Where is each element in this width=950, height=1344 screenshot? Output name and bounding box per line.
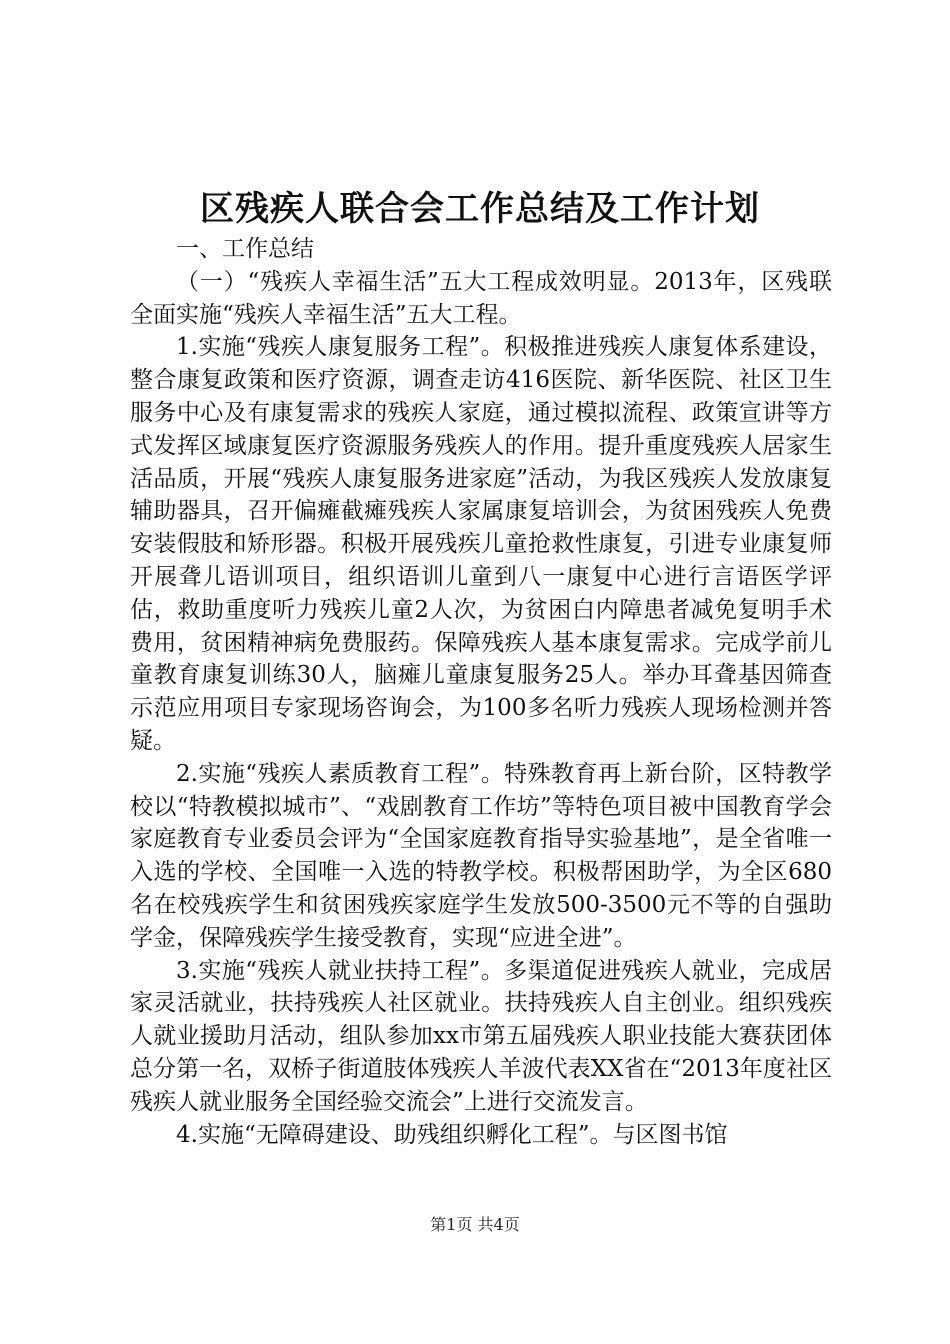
- document-body: [130, 233, 832, 1151]
- paragraph: 1.实施“残疾人康复服务工程”。积极推进残疾人康复体系建设，整合康复政策和医疗资源，调查走访416医院、新华医院、社区卫生服务中心及有康复需求的残疾人家庭，通过模拟流程、政策宣讲等方式发挥区域康复医疗资源服务残疾人的作用。提升重度残疾人居家生活品质，开展“残疾人康复服务进家庭”活动，为我区残疾人发放康复辅助器具，召开偏瘫截瘫残疾人家属康复培训会，为贫困残疾人免费安装假肢和矫形器。积极开展残疾儿童抢救性康复，引进专业康复师开展聋儿语训项目，组织语训儿童到八一康复中心进行言语医学评估，救助重度听力残疾儿童2人次，为贫困白内障患者减免复明手术费用，贫困精神病免费服药。保障残疾人基本康复需求。完成学前儿童教育康复训练30人，脑瘫儿童康复服务25人。举办耳聋基因筛查示范应用项目专家现场咨询会，为100多名听力残疾人现场检测并答疑。: [130, 334, 832, 754]
- section-heading: 一、工作总结: [176, 236, 314, 262]
- page-number: 第1页 共4页: [430, 1215, 520, 1234]
- paragraph: 4.实施“无障碍建设、助残组织孵化工程”。与区图书馆: [176, 1121, 728, 1148]
- paragraph: 2.实施“残疾人素质教育工程”。特殊教育再上新台阶，区特教学校以“特教模拟城市”、“戏剧教育工作坊”等特色项目被中国教育学会家庭教育专业委员会评为“全国家庭教育指导实验基地”，是全省唯一入选的学校、全国唯一入选的特教学校。积极帮困助学，为全区680名在校残疾学生和贫困残疾家庭学生发放500-3500元不等的自强助学金，保障残疾学生接受教育，实现“应进全进”。: [130, 760, 832, 951]
- document-title: 区残疾人联合会工作总结及工作计划: [200, 189, 760, 229]
- paragraph: 3.实施“残疾人就业扶持工程”。多渠道促进残疾人就业，完成居家灵活就业，扶持残疾人社区就业。扶持残疾人自主创业。组织残疾人就业援助月活动，组队参加xx市第五届残疾人职业技能大赛获团体总分第一名，双桥子街道肢体残疾人羊波代表XX省在“2013年度社区残疾人就业服务全国经验交流会”上进行交流发言。: [130, 957, 832, 1115]
- paragraph: （一）“残疾人幸福生活”五大工程成效明显。2013年，区残联全面实施“残疾人幸福生活”五大工程。: [130, 268, 832, 328]
